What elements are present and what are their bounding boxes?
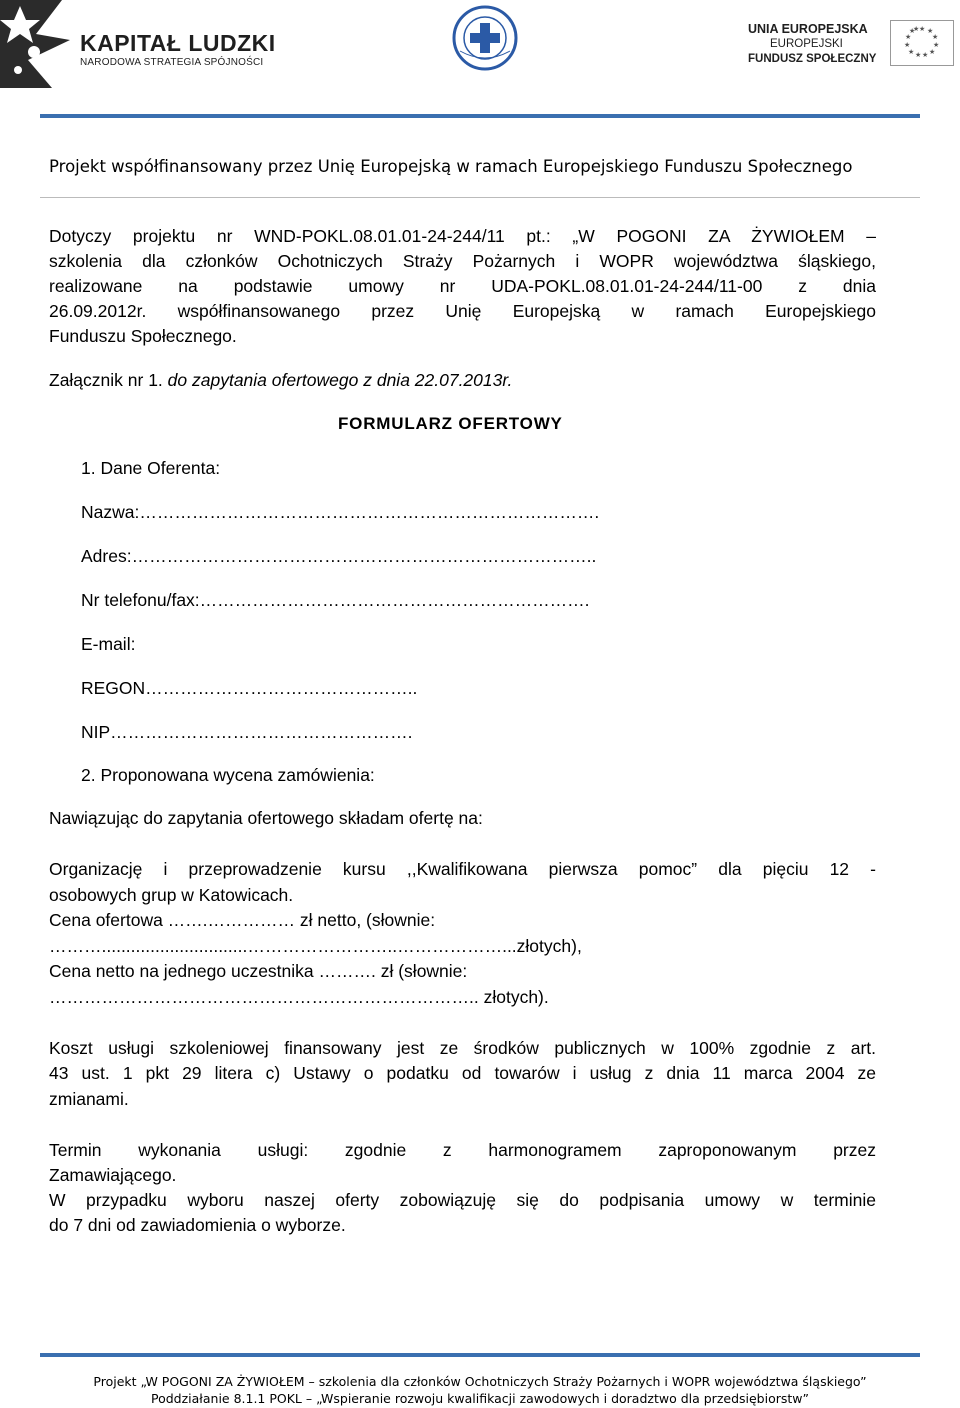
per-person-line[interactable]: Cena netto na jednego uczestnika ………. zł (słownie: (49, 961, 468, 981)
kapital-ludzki-subtitle: NARODOWA STRATEGIA SPÓJNOŚCI (80, 57, 264, 68)
intro-line-4: 26.09.2012r. współfinansowanego przez Unię Europejską w ramach Europejskiego (49, 301, 876, 321)
price-line[interactable]: Cena ofertowa …….…………… zł netto, (słownie: (49, 910, 436, 930)
cost-line-1: Koszt usługi szkoleniowej finansowany jest ze środków publicznych w 100% zgodnie z art. (49, 1038, 876, 1058)
svg-text:★: ★ (927, 27, 934, 35)
section2-intro: Nawiązując do zapytania ofertowego składam ofertę na: (49, 808, 483, 828)
intro-line-5: Funduszu Społecznego. (49, 326, 237, 346)
eu-flag-icon (890, 20, 954, 66)
terms-line-1: Termin wykonania usługi: zgodnie z harmonogramem zaproponowanym przez (49, 1140, 876, 1160)
svg-text:★: ★ (913, 25, 920, 33)
footer-line-1: Projekt „W POGONI ZA ŻYWIOŁEM – szkolenia dla członków Ochotniczych Straży Pożarnych i WOPR województwa śląskiego” (93, 1374, 867, 1389)
kapital-ludzki-logo (0, 0, 280, 90)
field-regon[interactable]: REGON……………………………………….. (81, 678, 418, 698)
per-person-words[interactable]: ……………………………………………………………….. złotych). (49, 987, 549, 1007)
price-words[interactable]: ………..............................……………………..………………...złotych), (49, 936, 582, 956)
svg-text:★: ★ (908, 48, 915, 56)
svg-text:★: ★ (909, 27, 916, 35)
footer-line-2: Poddziałanie 8.1.1 POKL – „Wspieranie rozwoju kwalifikacji zawodowych i doradztwo dla przedsiębiorstw” (151, 1391, 809, 1406)
svg-text:★: ★ (932, 33, 939, 41)
field-nip[interactable]: NIP……………………………………………. (81, 722, 413, 742)
offer-line-1: Organizację i przeprowadzenie kursu ,,Kwalifikowana pierwsza pomoc” dla pięciu 12 - (49, 859, 876, 879)
cost-line-3: zmianami. (49, 1089, 129, 1109)
intro-line-3: realizowane na podstawie umowy nr UDA-POKL.08.01.01-24-244/11-00 z dnia (49, 276, 876, 296)
svg-text:★: ★ (904, 41, 911, 49)
field-telefon[interactable]: Nr telefonu/fax:…………………………………………………………. (81, 590, 590, 610)
field-adres[interactable]: Adres:…………………………………………………………………….. (81, 546, 597, 566)
eu-logo-line3: FUNDUSZ SPOŁECZNY (748, 53, 877, 65)
section2-heading: 2. Proponowana wycena zamówienia: (81, 765, 375, 785)
attachment-label: Załącznik nr 1. (49, 370, 163, 390)
attachment-line (49, 370, 512, 390)
svg-text:★: ★ (929, 48, 936, 56)
terms-line-2: Zamawiającego. (49, 1165, 177, 1185)
header-rule (40, 114, 920, 118)
field-email[interactable]: E-mail: (81, 634, 136, 654)
intro-line-1: Dotyczy projektu nr WND-POKL.08.01.01-24-244/11 pt.: „W POGONI ZA ŻYWIOŁEM – (49, 226, 876, 246)
svg-text:★: ★ (905, 33, 912, 41)
intro-line-2: szkolenia dla członków Ochotniczych Straży Pożarnych i WOPR województwa śląskiego, (49, 251, 876, 271)
svg-text:★: ★ (922, 51, 929, 59)
kapital-ludzki-emblem-icon (0, 0, 70, 88)
svg-text:★: ★ (915, 51, 922, 59)
footer-rule (40, 1353, 920, 1357)
header-divider (40, 197, 920, 198)
form-title: FORMULARZ OFERTOWY (338, 414, 563, 433)
terms-line-4: do 7 dni od zawiadomienia o wyborze. (49, 1215, 346, 1235)
kapital-ludzki-title: KAPITAŁ LUDZKI (80, 30, 276, 56)
eu-logo-line1: UNIA EUROPEJSKA (748, 22, 868, 36)
cofinance-line: Projekt współfinansowany przez Unię Europejską w ramach Europejskiego Funduszu Społecznego (49, 157, 853, 176)
eu-logo-line2: EUROPEJSKI (770, 38, 843, 50)
svg-text:★: ★ (919, 25, 926, 33)
cost-line-2: 43 ust. 1 pkt 29 litera c) Ustawy o podatku od towarów i usług z dnia 11 marca 2004 ze (49, 1063, 876, 1083)
wopr-cross-icon (452, 5, 518, 71)
wopr-logo (452, 5, 518, 71)
offer-line-2: osobowych grup w Katowicach. (49, 885, 294, 905)
terms-line-3: W przypadku wyboru naszej oferty zobowiązuję się do podpisania umowy w terminie (49, 1190, 876, 1210)
attachment-rest: do zapytania ofertowego z dnia 22.07.2013r. (167, 370, 513, 390)
svg-text:★: ★ (933, 41, 940, 49)
section1-heading: 1. Dane Oferenta: (81, 458, 221, 478)
eu-logo (748, 20, 960, 70)
field-nazwa[interactable]: Nazwa:……………………………………………………………………. (81, 502, 600, 522)
